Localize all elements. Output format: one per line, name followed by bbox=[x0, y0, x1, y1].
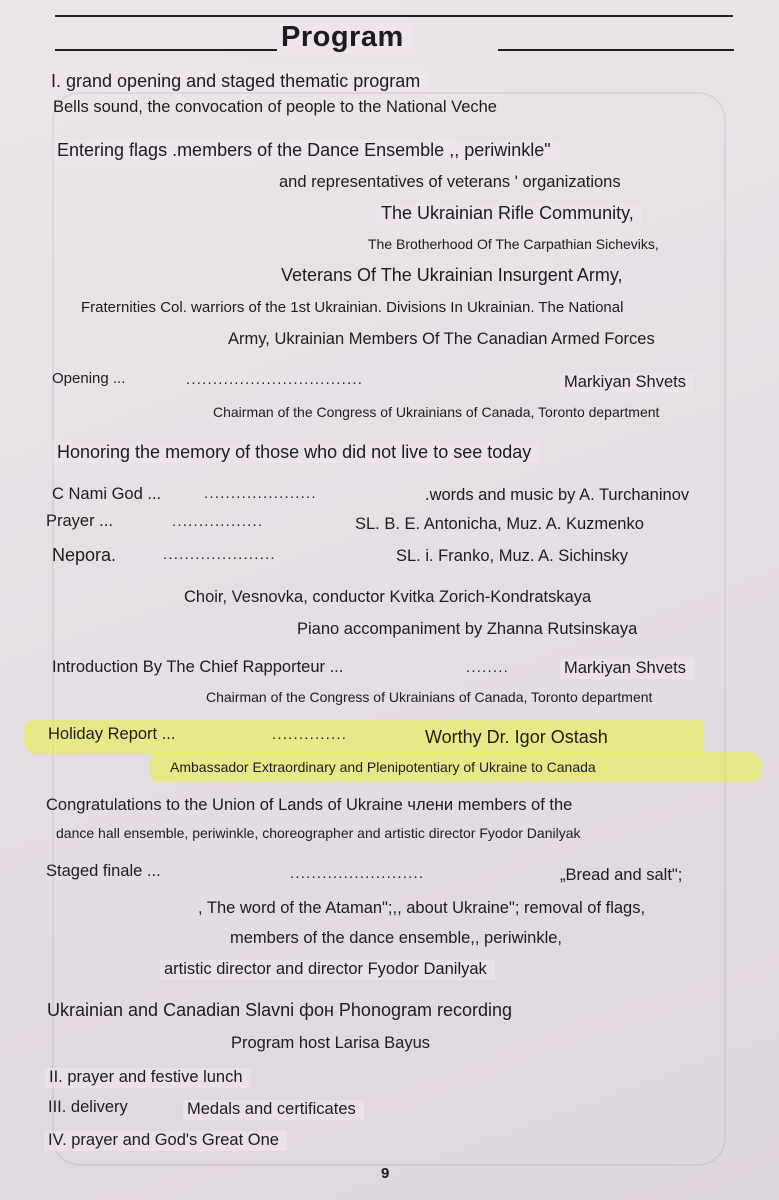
intro-label: Introduction By The Chief Rapporteur ... bbox=[52, 658, 344, 676]
header-rule-top bbox=[55, 15, 733, 17]
brotherhood: The Brotherhood Of The Carpathian Sicheviks, bbox=[368, 236, 659, 252]
header-rule-left bbox=[55, 49, 277, 51]
song-1-title: C Nami God ... bbox=[52, 485, 162, 503]
song-1-credit: .words and music by A. Turchaninov bbox=[425, 486, 690, 504]
congrats-line-2: dance hall ensemble, periwinkle, choreographer and artistic director Fyodor Danilyak bbox=[56, 825, 581, 841]
report-label: Holiday Report ... bbox=[48, 725, 176, 743]
opening-label: Opening ... bbox=[52, 370, 126, 387]
page-number: 9 bbox=[381, 1165, 390, 1182]
finale-line-4: artistic director and director Fyodor Danilyak bbox=[160, 960, 495, 980]
bells-line: Bells sound, the convocation of people to the National Veche bbox=[53, 98, 497, 116]
finale-item: „Bread and salt"; bbox=[560, 866, 683, 884]
rifle-community: The Ukrainian Rifle Community, bbox=[377, 203, 642, 224]
intro-speaker: Markiyan Shvets bbox=[560, 659, 694, 679]
opening-speaker: Markiyan Shvets bbox=[560, 373, 694, 393]
section-1-heading: I. grand opening and staged thematic program bbox=[47, 71, 428, 92]
page-title: Program bbox=[277, 22, 412, 54]
congrats-line-1: Congratulations to the Union of Lands of Ukraine члени members of the bbox=[46, 796, 573, 814]
finale-line-3: members of the dance ensemble,, periwinkle, bbox=[230, 929, 562, 947]
intro-speaker-role: Chairman of the Congress of Ukrainians of Canada, Toronto department bbox=[206, 689, 653, 705]
nepora-credit: SL. i. Franko, Muz. A. Sichinsky bbox=[396, 547, 628, 565]
section-3-item: Medals and certificates bbox=[183, 1100, 364, 1120]
section-4: IV. prayer and God's Great One bbox=[44, 1131, 287, 1151]
honoring-memory: Honoring the memory of those who did not live to see today bbox=[53, 442, 539, 463]
nepora-leader: ..................... bbox=[163, 546, 276, 563]
song-1-leader: ..................... bbox=[204, 485, 317, 502]
upa-veterans: Veterans Of The Ukrainian Insurgent Army, bbox=[281, 265, 623, 285]
header-rule-right bbox=[498, 49, 734, 51]
program-host: Program host Larisa Bayus bbox=[231, 1034, 431, 1052]
finale-leader: ......................... bbox=[290, 865, 425, 882]
choir-line: Choir, Vesnovka, conductor Kvitka Zorich-Kondratskaya bbox=[184, 588, 592, 606]
anthem-line: Ukrainian and Canadian Slavni фон Phonogram recording bbox=[47, 1000, 513, 1020]
prayer-credit: SL. B. E. Antonicha, Muz. A. Kuzmenko bbox=[355, 515, 644, 533]
flags-line-2: and representatives of veterans ' organizations bbox=[279, 173, 621, 191]
flags-line-1: Entering flags .members of the Dance Ensemble ,, periwinkle" bbox=[53, 140, 559, 161]
piano-line: Piano accompaniment by Zhanna Rutsinskaya bbox=[297, 620, 638, 638]
prayer-title: Prayer ... bbox=[46, 512, 113, 530]
nepora-title: Nepora. bbox=[52, 545, 117, 565]
canadian-forces: Army, Ukrainian Members Of The Canadian Armed Forces bbox=[228, 330, 655, 348]
report-leader: .............. bbox=[272, 726, 348, 743]
finale-line-2: , The word of the Ataman";,, about Ukraine"; removal of flags, bbox=[198, 899, 646, 917]
section-3-label: III. delivery bbox=[48, 1098, 128, 1116]
section-2: II. prayer and festive lunch bbox=[45, 1068, 251, 1088]
report-speaker: Worthy Dr. Igor Ostash bbox=[425, 727, 608, 747]
prayer-leader: ................. bbox=[172, 513, 264, 530]
opening-leader: ................................. bbox=[186, 371, 364, 388]
fraternities: Fraternities Col. warriors of the 1st Ukrainian. Divisions In Ukrainian. The National bbox=[81, 299, 624, 316]
report-speaker-role: Ambassador Extraordinary and Plenipotentiary of Ukraine to Canada bbox=[170, 759, 596, 775]
finale-label: Staged finale ... bbox=[46, 862, 161, 880]
intro-leader: ........ bbox=[466, 659, 509, 676]
opening-speaker-role: Chairman of the Congress of Ukrainians of Canada, Toronto department bbox=[213, 404, 660, 420]
